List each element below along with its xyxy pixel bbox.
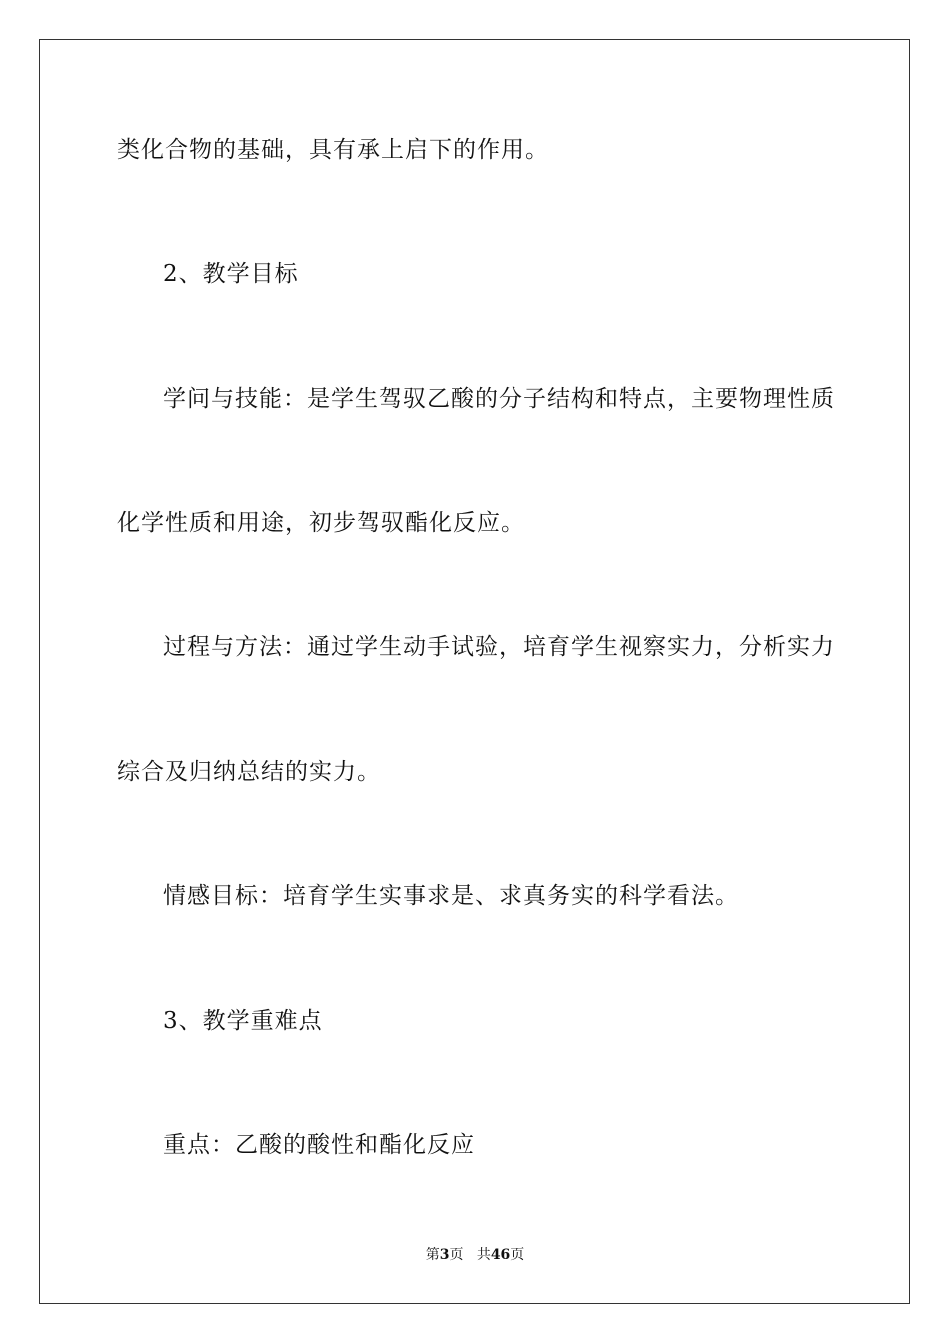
footer-total-pages: 46	[490, 1247, 511, 1263]
paragraph-continuation: 类化合物的基础，具有承上启下的作用。	[117, 137, 549, 163]
footer-page-prefix: 第	[425, 1247, 440, 1263]
paragraph-emotional-goals: 情感目标：培育学生实事求是、求真务实的科学看法。	[163, 883, 739, 909]
paragraph-process-method: 过程与方法：通过学生动手试验，培育学生视察实力，分析实力	[163, 634, 835, 660]
paragraph-knowledge-skills-cont: 化学性质和用途，初步驾驭酯化反应。	[117, 510, 525, 536]
section-heading-teaching-goals: 2、教学目标	[163, 261, 299, 287]
footer-total-suffix: 页	[510, 1247, 525, 1263]
paragraph-key-point: 重点：乙酸的酸性和酯化反应	[163, 1132, 475, 1158]
footer-total-prefix: 共	[476, 1247, 491, 1263]
page-border	[39, 39, 910, 1304]
footer-page-suffix: 页	[449, 1247, 464, 1263]
paragraph-process-method-cont: 综合及归纳总结的实力。	[117, 759, 381, 785]
footer-page-number: 3	[439, 1247, 450, 1263]
page-footer	[0, 1245, 950, 1265]
paragraph-knowledge-skills: 学问与技能：是学生驾驭乙酸的分子结构和特点，主要物理性质	[163, 386, 835, 412]
section-heading-key-points: 3、教学重难点	[163, 1008, 323, 1034]
